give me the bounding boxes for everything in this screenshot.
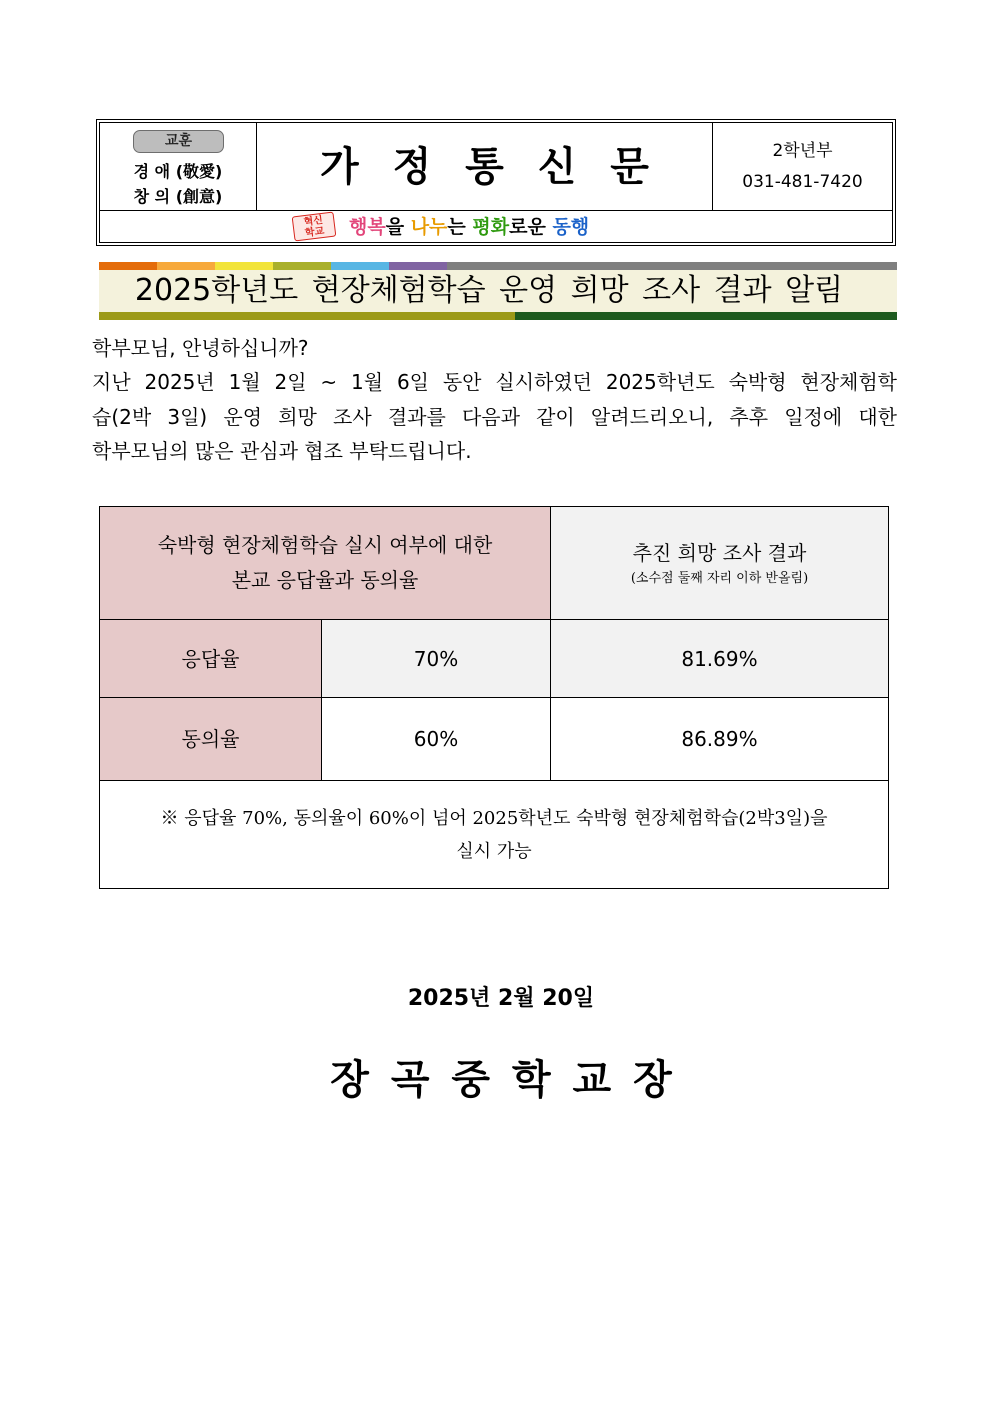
motto-line-respect: 경 애 (敬愛): [133, 162, 223, 181]
result-value-cell: [551, 698, 889, 781]
header-slogan-row: [100, 211, 892, 242]
underline-segment: [515, 312, 897, 320]
footnote-line: 실시 가능: [456, 840, 532, 862]
department-cell: [713, 123, 892, 210]
principal-signature: 장 곡 중 학 교 장: [330, 1057, 676, 1103]
header-top-row: [100, 123, 892, 211]
motto-badge: 교훈: [133, 130, 224, 153]
table-row: [100, 620, 889, 698]
required-value: 70%: [413, 646, 459, 671]
stripe-segment: [157, 262, 215, 270]
stripe-segment: [273, 262, 331, 270]
survey-result-table: [99, 506, 889, 889]
slogan-part: 을: [385, 215, 411, 238]
table-header-row: [100, 507, 889, 620]
underline-segment: [99, 312, 515, 320]
issue-date: 2025년 2월 20일: [407, 986, 595, 1011]
stripe-segment: [447, 262, 897, 270]
stripe-segment: [215, 262, 273, 270]
department-phone: 031-481-7420: [742, 171, 863, 192]
body-line: 지난 2025년 1월 2일 ~ 1월 6일 동안 실시하였던 2025학년도 숙박형 현장체험학: [92, 370, 897, 395]
result-value: 81.69%: [681, 646, 758, 671]
slogan-part: 동행: [552, 215, 590, 238]
innovation-school-stamp-icon: [292, 212, 337, 242]
body-line: 습(2박 3일) 운영 희망 조사 결과를 다음과 같이 알려드리오니, 추후 일정에 대한: [92, 404, 897, 429]
result-value-cell: [551, 620, 889, 698]
row-label-cell: [100, 620, 322, 698]
body-line: 학부모님의 많은 관심과 협조 부탁드립니다.: [92, 438, 472, 463]
motto-line-creativity: 창 의 (創意): [133, 187, 223, 206]
department-name: 2학년부: [772, 140, 833, 161]
greeting: 학부모님, 안녕하십니까?: [92, 336, 309, 360]
stripe-segment: [389, 262, 447, 270]
school-slogan: [349, 215, 589, 239]
required-value-cell: [322, 620, 551, 698]
slogan-part: 평화: [472, 215, 510, 238]
header-criteria-line: 숙박형 현장체험학습 실시 여부에 대한: [157, 533, 493, 557]
row-label: 동의율: [181, 727, 240, 751]
stripe-segment: [99, 262, 157, 270]
slogan-part: 행복: [349, 215, 386, 238]
footnote-cell: [100, 781, 889, 889]
newsletter-title-cell: [257, 123, 713, 210]
slogan-part: 나누: [410, 215, 448, 238]
notice-title: 2025학년도 현장체험학습 운영 희망 조사 결과 알림: [134, 273, 844, 308]
row-label: 응답율: [181, 646, 240, 671]
table-row: [100, 698, 889, 781]
slogan-part: 로운: [509, 215, 553, 238]
header-result-note: (소수점 둘째 자리 이하 반올림): [630, 570, 809, 586]
school-motto-cell: [100, 123, 257, 210]
motto-text: [100, 159, 256, 209]
result-value: 86.89%: [681, 727, 758, 751]
stripe-segment: [331, 262, 389, 270]
header-cell-criteria: [100, 507, 551, 620]
stamp-line-2: 학교: [304, 225, 325, 239]
newsletter-title: 가 정 통 신 문: [320, 143, 659, 190]
header-result-title: 추진 희망 조사 결과: [632, 540, 807, 565]
required-value-cell: [322, 698, 551, 781]
header-criteria-line: 본교 응답율과 동의율: [231, 568, 419, 592]
footnote-line: ※ 응답율 70%, 동의율이 60%이 넘어 2025학년도 숙박형 현장체험학습(2박3일)을: [160, 807, 828, 829]
title-underline: [99, 312, 897, 320]
stamp-line-1: 혁신: [303, 214, 324, 228]
color-stripe: [99, 262, 897, 270]
required-value: 60%: [413, 727, 459, 751]
notice-title-band: [99, 270, 897, 312]
newsletter-header: [96, 119, 896, 246]
header-cell-result: [551, 507, 889, 620]
table-footnote-row: [100, 781, 889, 889]
row-label-cell: [100, 698, 322, 781]
letter-body: [92, 331, 897, 468]
slogan-part: 는: [447, 215, 473, 238]
